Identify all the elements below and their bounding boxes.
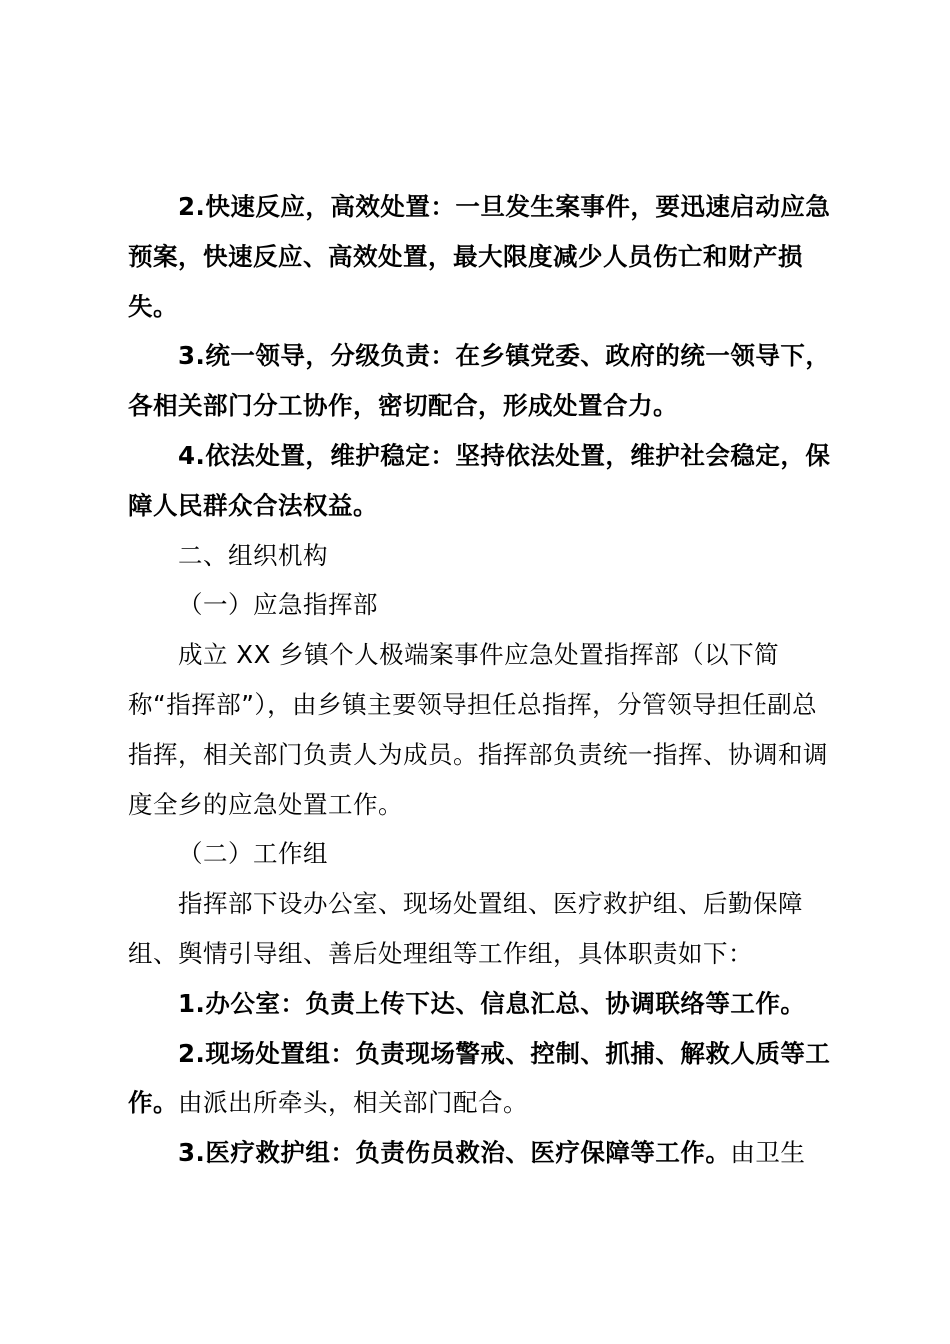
paragraph-principle-4 xyxy=(128,431,838,531)
paragraph-normal-text: （一）应急指挥部 xyxy=(178,590,378,620)
paragraph-bold-text: 2.快速反应，高效处置：一旦发生案事件，要迅速启动应急预案，快速反应、高效处置，最大限度减少人员伤亡和财产损失。 xyxy=(128,192,831,321)
paragraph-office-duty xyxy=(128,979,838,1029)
paragraph-bold-text: 4.依法处置，维护稳定：坚持依法处置，维护社会稳定，保障人民群众合法权益。 xyxy=(128,440,831,520)
paragraph-bold-text: 3.医疗救护组：负责伤员救治、医疗保障等工作。 xyxy=(178,1138,731,1168)
paragraph-normal-text: （二）工作组 xyxy=(178,839,328,869)
subsection-heading-command xyxy=(128,580,838,630)
paragraph-medical-group-duty xyxy=(128,1128,838,1178)
paragraph-normal-text: 二、组织机构 xyxy=(178,540,328,570)
document-body xyxy=(128,182,838,1178)
paragraph-workgroups-description xyxy=(128,879,838,979)
paragraph-principle-3 xyxy=(128,331,838,431)
section-heading-organization xyxy=(128,531,838,581)
paragraph-normal-text: 由派出所牵头，相关部门配合。 xyxy=(178,1088,528,1118)
paragraph-principle-2 xyxy=(128,182,838,331)
paragraph-normal-text: 成立 XX 乡镇个人极端案事件应急处置指挥部（以下简称“指挥部”），由乡镇主要领导担任总指挥，分管领导担任副总指挥，相关部门负责人为成员。指挥部负责统一指挥、协调和调度全乡的应急处置工作。 xyxy=(128,640,828,819)
paragraph-onsite-group-duty xyxy=(128,1029,838,1129)
paragraph-normal-text: 由卫生 xyxy=(730,1138,806,1168)
subsection-heading-workgroups xyxy=(128,829,838,879)
paragraph-normal-text: 指挥部下设办公室、现场处置组、医疗救护组、后勤保障组、舆情引导组、善后处理组等工作组，具体职责如下： xyxy=(128,889,803,968)
paragraph-bold-text: 2.现场处置组：负责现场警戒、控制、抓捕、解救人质等工作。 xyxy=(128,1038,831,1118)
paragraph-bold-text: 3.统一领导，分级负责：在乡镇党委、政府的统一领导下，各相关部门分工协作，密切配合，形成处置合力。 xyxy=(128,341,831,421)
paragraph-command-description xyxy=(128,630,838,829)
paragraph-bold-text: 1.办公室：负责上传下达、信息汇总、协调联络等工作。 xyxy=(178,988,806,1018)
